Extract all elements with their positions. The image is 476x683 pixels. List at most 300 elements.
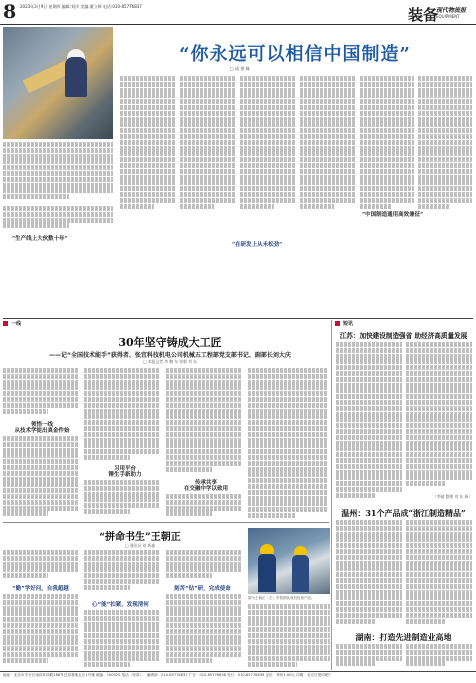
- text-line: [84, 645, 160, 650]
- text-line: [336, 613, 402, 618]
- text-line: [3, 658, 48, 663]
- text-line: [166, 409, 242, 414]
- text-line: [240, 117, 296, 122]
- text-line: [240, 186, 296, 191]
- tag-bar-left: [3, 320, 103, 328]
- text-line: [3, 171, 113, 176]
- text-line: [3, 142, 113, 147]
- text-line: [166, 391, 242, 396]
- text-line: [84, 420, 160, 425]
- craftsman-body-col-4: [248, 368, 328, 520]
- text-line: [300, 180, 356, 185]
- lead-body-col-1: [120, 76, 176, 214]
- text-line: [406, 342, 472, 347]
- text-line: [120, 163, 176, 168]
- text-line: [300, 134, 356, 139]
- text-line: [248, 432, 328, 437]
- text-line: [180, 111, 236, 116]
- text-line: [3, 154, 113, 159]
- text-line: [406, 388, 472, 393]
- craftsman-body-col-1b: [3, 436, 78, 521]
- text-line: [180, 146, 236, 151]
- text-line: [180, 192, 236, 197]
- text-line: [240, 128, 296, 133]
- text-line: [3, 635, 78, 640]
- text-line: [248, 472, 328, 477]
- text-line: [336, 487, 402, 492]
- text-line: [166, 414, 242, 419]
- text-line: [406, 475, 472, 480]
- text-line: [360, 117, 414, 122]
- text-line: [120, 128, 176, 133]
- text-line: [84, 449, 160, 454]
- text-line: [336, 388, 402, 393]
- text-line: [3, 482, 78, 487]
- text-line: [406, 383, 472, 388]
- text-line: [166, 556, 242, 561]
- text-line: [336, 555, 402, 560]
- text-line: [336, 543, 402, 548]
- text-line: [336, 549, 402, 554]
- text-line: [3, 206, 113, 211]
- text-line: [300, 163, 356, 168]
- text-line: [360, 151, 414, 156]
- fighter-sub-3: 刻苦“钻”研，完成使命: [174, 586, 231, 592]
- text-line: [418, 111, 472, 116]
- text-line: [248, 391, 328, 396]
- text-line: [406, 435, 472, 440]
- text-line: [300, 157, 356, 162]
- text-line: [120, 186, 176, 191]
- text-line: [406, 412, 472, 417]
- text-line: [336, 354, 402, 359]
- text-line: [418, 175, 472, 180]
- text-line: [3, 465, 78, 470]
- text-line: [406, 537, 472, 542]
- text-line: [406, 452, 472, 457]
- text-line: [336, 412, 402, 417]
- text-line: [84, 432, 160, 437]
- text-line: [336, 590, 402, 595]
- text-line: [336, 435, 402, 440]
- section-title: 装备: [408, 6, 439, 24]
- fighter-sub-1: “勤”学好问，自我超越: [12, 586, 69, 592]
- text-line: [3, 477, 78, 482]
- text-line: [166, 467, 212, 472]
- text-line: [406, 572, 472, 577]
- text-line: [336, 458, 402, 463]
- text-line: [120, 157, 176, 162]
- text-line: [240, 180, 296, 185]
- tag-right: 短讯: [335, 320, 353, 327]
- text-line: [406, 607, 472, 612]
- text-line: [406, 555, 472, 560]
- text-line: [406, 613, 472, 618]
- text-line: [166, 449, 242, 454]
- text-line: [3, 652, 78, 657]
- text-line: [166, 550, 242, 555]
- text-line: [418, 204, 450, 209]
- text-line: [406, 365, 472, 370]
- text-line: [418, 163, 472, 168]
- text-line: [336, 446, 402, 451]
- text-line: [3, 212, 113, 217]
- text-line: [166, 500, 242, 505]
- text-line: [84, 579, 160, 584]
- text-line: [360, 111, 414, 116]
- section-rule: [3, 318, 473, 319]
- text-line: [240, 93, 296, 98]
- text-line: [336, 365, 402, 370]
- page-header: [0, 0, 476, 24]
- lead-body-col-2: [180, 76, 236, 214]
- text-line: [406, 406, 472, 411]
- text-line: [84, 509, 130, 514]
- text-line: [406, 441, 472, 446]
- text-line: [166, 461, 242, 466]
- text-line: [84, 486, 160, 491]
- lead-body-col-4: [300, 76, 356, 214]
- text-line: [248, 443, 328, 448]
- text-line: [248, 397, 328, 402]
- text-line: [360, 169, 414, 174]
- jiangsu-body-col-1: [336, 342, 402, 502]
- text-line: [300, 204, 334, 209]
- text-line: [166, 573, 212, 578]
- text-line: [406, 549, 472, 554]
- text-line: [180, 128, 236, 133]
- fighter-photo: [248, 528, 330, 594]
- text-line: [406, 464, 472, 469]
- text-line: [3, 165, 113, 170]
- text-line: [360, 76, 414, 81]
- text-line: [84, 503, 160, 508]
- text-line: [336, 464, 402, 469]
- left-story-body-2: [3, 206, 113, 232]
- text-line: [166, 511, 212, 516]
- text-line: [300, 175, 356, 180]
- text-line: [3, 550, 78, 555]
- text-line: [248, 627, 330, 632]
- column-divider: [331, 320, 332, 670]
- text-line: [166, 506, 242, 511]
- text-line: [166, 567, 242, 572]
- text-line: [240, 122, 296, 127]
- fighter-body-col-3a: [166, 550, 242, 580]
- text-line: [406, 532, 472, 537]
- text-line: [248, 656, 330, 661]
- text-line: [248, 467, 328, 472]
- paper-name: 现代物流报: [436, 7, 467, 14]
- text-line: [336, 371, 402, 376]
- text-line: [3, 500, 78, 505]
- text-line: [84, 633, 160, 638]
- tag-bar-right: [335, 320, 435, 328]
- text-line: [406, 359, 472, 364]
- text-line: [180, 186, 236, 191]
- text-line: [166, 403, 242, 408]
- text-line: [336, 359, 402, 364]
- lead-headline: “你永远可以相信中国制造”: [179, 44, 411, 65]
- text-line: [300, 140, 356, 145]
- text-line: [120, 99, 176, 104]
- text-line: [248, 513, 296, 518]
- text-line: [248, 385, 328, 390]
- text-line: [3, 629, 78, 634]
- text-line: [336, 475, 402, 480]
- craftsman-sub-2: 习用平台 锤生手新助力: [108, 466, 142, 478]
- worker-shape: [65, 57, 87, 97]
- text-line: [120, 169, 176, 174]
- text-line: [248, 426, 328, 431]
- wenzhou-body-col-2: [406, 520, 472, 628]
- fighter-byline: □ 通讯员 刘 炳森: [125, 543, 155, 548]
- text-line: [120, 117, 176, 122]
- text-line: [406, 400, 472, 405]
- text-line: [360, 186, 414, 191]
- text-line: [360, 134, 414, 139]
- text-line: [84, 455, 130, 460]
- text-line: [84, 391, 160, 396]
- text-line: [360, 163, 414, 168]
- text-line: [336, 348, 402, 353]
- text-line: [166, 658, 212, 663]
- text-line: [120, 88, 176, 93]
- text-line: [166, 420, 242, 425]
- text-line: [166, 594, 242, 599]
- text-line: [336, 406, 402, 411]
- hunan-title: 湖南：打造先进制造业高地: [355, 632, 452, 642]
- text-line: [248, 368, 328, 373]
- text-line: [3, 448, 78, 453]
- wenzhou-body-col-1: [336, 520, 402, 628]
- text-line: [180, 151, 236, 156]
- text-line: [360, 105, 414, 110]
- text-line: [120, 151, 176, 156]
- text-line: [84, 403, 160, 408]
- text-line: [3, 623, 78, 628]
- text-line: [248, 616, 330, 621]
- text-line: [3, 442, 78, 447]
- text-line: [406, 656, 472, 661]
- text-line: [3, 459, 78, 464]
- text-line: [406, 458, 472, 463]
- text-line: [336, 619, 376, 624]
- text-line: [3, 368, 78, 373]
- text-line: [84, 426, 160, 431]
- text-line: [180, 88, 236, 93]
- fighter-body-col-2b: [84, 610, 160, 668]
- text-line: [360, 140, 414, 145]
- text-line: [300, 128, 356, 133]
- text-line: [120, 198, 176, 203]
- text-line: [180, 198, 236, 203]
- text-line: [84, 492, 160, 497]
- text-line: [84, 622, 160, 627]
- text-line: [336, 607, 402, 612]
- text-line: [3, 600, 78, 605]
- craftsman-body-col-2b: [84, 480, 160, 520]
- text-line: [3, 380, 78, 385]
- tag-left: 一线: [3, 320, 21, 327]
- text-line: [406, 470, 472, 475]
- text-line: [336, 537, 402, 542]
- text-line: [418, 76, 472, 81]
- text-line: [84, 368, 160, 373]
- text-line: [3, 403, 78, 408]
- text-line: [300, 198, 356, 203]
- page-number: 8: [3, 1, 17, 23]
- text-line: [3, 573, 48, 578]
- text-line: [166, 494, 242, 499]
- text-line: [418, 88, 472, 93]
- text-line: [248, 461, 328, 466]
- jiangsu-body-col-2: [406, 342, 472, 492]
- text-line: [418, 105, 472, 110]
- text-line: [180, 93, 236, 98]
- text-line: [248, 501, 328, 506]
- text-line: [360, 93, 414, 98]
- text-line: [180, 169, 236, 174]
- text-line: [3, 194, 69, 199]
- text-line: [418, 99, 472, 104]
- text-line: [166, 646, 242, 651]
- text-line: [180, 180, 236, 185]
- text-line: [3, 594, 78, 599]
- text-line: [248, 478, 328, 483]
- text-line: [336, 394, 402, 399]
- text-line: [300, 88, 356, 93]
- text-line: [406, 446, 472, 451]
- text-line: [248, 639, 330, 644]
- text-line: [240, 198, 296, 203]
- text-line: [3, 148, 113, 153]
- hardhat-shape-2: [294, 546, 307, 555]
- text-line: [300, 186, 356, 191]
- text-line: [166, 629, 242, 634]
- text-line: [418, 93, 472, 98]
- text-line: [406, 661, 446, 666]
- text-line: [300, 76, 356, 81]
- text-line: [120, 111, 176, 116]
- text-line: [336, 493, 376, 498]
- worker-shape: [258, 554, 276, 592]
- text-line: [166, 368, 242, 373]
- text-line: [166, 600, 242, 605]
- text-line: [180, 204, 214, 209]
- text-line: [336, 377, 402, 382]
- text-line: [180, 140, 236, 145]
- text-line: [406, 566, 472, 571]
- text-line: [3, 385, 78, 390]
- craftsman-sub-3: 传承共享 在交融中学以致用: [183, 480, 228, 492]
- fighter-body-col-1a: [3, 550, 78, 580]
- text-line: [360, 192, 414, 197]
- text-line: [418, 134, 472, 139]
- text-line: [84, 662, 130, 667]
- text-line: [336, 656, 402, 661]
- craftsman-body-col-3a: [166, 368, 242, 476]
- text-line: [360, 157, 414, 162]
- text-line: [3, 488, 78, 493]
- text-line: [360, 82, 414, 87]
- text-line: [166, 432, 242, 437]
- mid-subhead: “中国制造通用高效兼征”: [362, 212, 424, 218]
- text-line: [336, 661, 376, 666]
- text-line: [248, 414, 328, 419]
- text-line: [406, 394, 472, 399]
- text-line: [240, 111, 296, 116]
- text-line: [406, 595, 472, 600]
- text-line: [406, 650, 472, 655]
- text-line: [248, 604, 330, 609]
- text-line: [300, 169, 356, 174]
- text-line: [336, 400, 402, 405]
- text-line: [248, 507, 328, 512]
- text-line: [84, 567, 160, 572]
- text-line: [166, 606, 242, 611]
- craftsman-body-col-2a: [84, 368, 160, 462]
- text-line: [360, 128, 414, 133]
- text-line: [300, 117, 356, 122]
- text-line: [3, 391, 78, 396]
- text-line: [406, 578, 472, 583]
- text-line: [166, 652, 242, 657]
- text-line: [248, 645, 330, 650]
- text-line: [84, 443, 160, 448]
- text-line: [336, 644, 402, 649]
- fighter-photo-caption: 图为王朝正（左）带着团队成员检查产品。: [248, 596, 315, 600]
- text-line: [166, 455, 242, 460]
- text-line: [240, 105, 296, 110]
- text-line: [180, 99, 236, 104]
- text-line: [248, 650, 330, 655]
- text-line: [120, 82, 176, 87]
- text-line: [120, 140, 176, 145]
- text-line: [240, 157, 296, 162]
- text-line: [336, 470, 402, 475]
- text-line: [84, 651, 160, 656]
- text-line: [166, 562, 242, 567]
- text-line: [180, 175, 236, 180]
- text-line: [240, 146, 296, 151]
- text-line: [418, 128, 472, 133]
- text-line: [3, 611, 78, 616]
- text-line: [336, 561, 402, 566]
- text-line: [360, 180, 414, 185]
- text-line: [3, 397, 78, 402]
- text-line: [240, 169, 296, 174]
- text-line: [336, 342, 402, 347]
- text-line: [336, 526, 402, 531]
- text-line: [300, 82, 356, 87]
- footer-rule: [0, 671, 476, 672]
- text-line: [166, 385, 242, 390]
- text-line: [248, 610, 330, 615]
- jiangsu-title: 江苏：加快建设制造强省 助经济高质量发展: [339, 332, 468, 340]
- text-line: [406, 348, 472, 353]
- text-line: [180, 157, 236, 162]
- text-line: [240, 163, 296, 168]
- text-line: [166, 635, 242, 640]
- text-line: [3, 409, 48, 414]
- text-line: [406, 601, 472, 606]
- text-line: [166, 397, 242, 402]
- text-line: [406, 619, 446, 624]
- text-line: [180, 105, 236, 110]
- text-line: [84, 397, 160, 402]
- text-line: [3, 646, 78, 651]
